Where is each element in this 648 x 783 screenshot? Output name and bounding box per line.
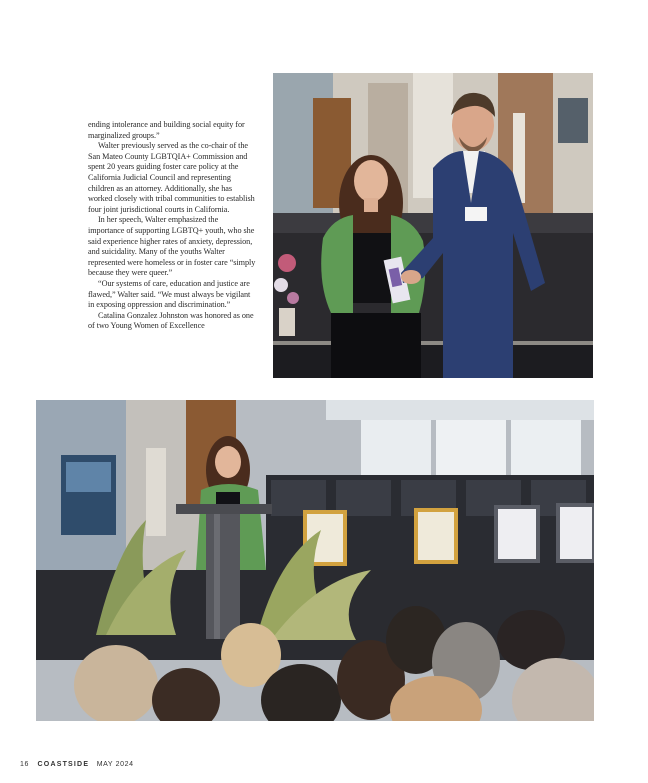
- article-paragraph: ending intolerance and building social equity for marginalized groups.”: [88, 120, 245, 140]
- article-paragraph: In her speech, Walter emphasized the importance of supporting LGBTQ+ youth, who she said experience higher rates of anxiety, depression, and suicidality. Many of the youths Walter represented were homeless or in foster care “simply because they were queer.”: [88, 215, 256, 278]
- podium-speech-illustration: [36, 400, 594, 721]
- issue-date: MAY 2024: [96, 761, 134, 768]
- podium-speech-photo: [36, 400, 594, 721]
- article-paragraph: Walter previously served as the co-chair of the San Mateo County LGBTQIA+ Commission and spent 20 years guiding foster care policy at the California Judicial Council and representing children as an attorney. Additionally, she has worked closely with tribal communities to establish four joint jurisdictional courts in California.: [88, 141, 255, 214]
- award-presentation-photo: [273, 73, 593, 378]
- page-footer: [20, 761, 134, 768]
- magazine-brand: COASTSIDE: [37, 761, 90, 768]
- award-presentation-illustration: [273, 73, 593, 378]
- page-number: 16: [20, 761, 29, 768]
- article-text-column: [88, 120, 256, 332]
- article-paragraph: “Our systems of care, education and justice are flawed,” Walter said. “We must always be vigilant in exposing oppression and discrimination.”: [88, 278, 251, 310]
- article-paragraph: Catalina Gonzalez Johnston was honored as one of two Young Women of Excellence: [88, 310, 254, 331]
